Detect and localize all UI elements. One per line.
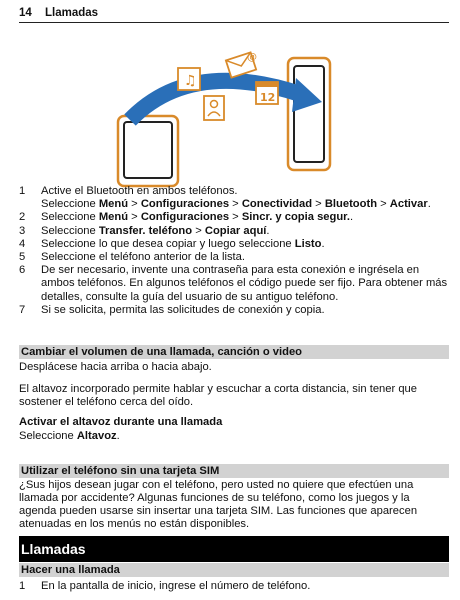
step-number: 1 bbox=[19, 185, 26, 197]
section-speaker-text: Seleccione Altavoz. bbox=[19, 430, 120, 442]
step-text-run: Seleccione lo que desea copiar y luego seleccione bbox=[41, 237, 295, 250]
step-bold-term: Configuraciones bbox=[140, 211, 230, 224]
section-nosim-p1: ¿Sus hijos desean jugar con el teléfono, pero usted no quiere que efectúen una llamada por accidente? Algunas funciones de su teléfono, como los juegos y la agenda pueden usarse sin insertar una tarjeta SIM. Las funciones que aparecen atenuadas en los menús no están disponibles. bbox=[19, 479, 418, 530]
step-text-run: Si se solicita, permita las solicitudes de conexión y copia. bbox=[41, 303, 325, 316]
step-text bbox=[41, 264, 449, 304]
step-number: 3 bbox=[19, 224, 26, 237]
step-bold-term: Bluetooth bbox=[324, 198, 378, 211]
step-bold-term: Transfer. teléfono bbox=[98, 224, 193, 237]
page-number: 14 bbox=[19, 7, 32, 19]
step-text-run: . bbox=[321, 237, 325, 250]
step-text bbox=[41, 225, 449, 238]
step-number: 2 bbox=[19, 211, 26, 224]
step-text-run: > bbox=[192, 224, 205, 237]
step-bold-term: Menú bbox=[98, 198, 129, 211]
step-number: 4 bbox=[19, 237, 26, 250]
step-text bbox=[41, 251, 449, 264]
section-call-heading: Hacer una llamada bbox=[19, 563, 449, 577]
step-bold-term: Menú bbox=[98, 211, 129, 224]
page-header bbox=[19, 6, 449, 23]
section-call-step bbox=[19, 580, 449, 593]
step-text-run: > bbox=[229, 198, 242, 211]
section-nosim-heading: Utilizar el teléfono sin una tarjeta SIM bbox=[19, 464, 449, 478]
step-item bbox=[19, 264, 449, 304]
step-number: 5 bbox=[19, 251, 26, 264]
step-item bbox=[19, 225, 449, 238]
step-text-run: > bbox=[128, 211, 141, 224]
step-text bbox=[41, 185, 449, 198]
chapter-heading: Llamadas bbox=[19, 536, 449, 562]
section-volume-heading: Cambiar el volumen de una llamada, canción o video bbox=[19, 345, 449, 359]
step-text-run: . bbox=[266, 224, 270, 237]
new-phone-icon bbox=[288, 58, 330, 170]
svg-text:@: @ bbox=[247, 52, 257, 63]
step-bold-term: Copiar aquí bbox=[204, 224, 267, 237]
step-text-run: . bbox=[350, 211, 354, 224]
step-item bbox=[19, 304, 449, 317]
step-bold-term: Listo bbox=[294, 237, 322, 250]
step-bold-term: Sincr. y copia segur. bbox=[241, 211, 351, 224]
step-item bbox=[19, 211, 449, 224]
step-item bbox=[19, 185, 449, 198]
step-text-run: > bbox=[377, 198, 390, 211]
step-text-run: > bbox=[229, 211, 242, 224]
section-speaker-heading: Activar el altavoz durante una llamada bbox=[19, 416, 223, 428]
step-text bbox=[41, 211, 449, 224]
calendar-icon bbox=[256, 82, 278, 104]
step-text bbox=[41, 304, 449, 317]
step-text-run: . bbox=[427, 198, 431, 211]
step-number: 1 bbox=[19, 580, 26, 592]
step-number bbox=[19, 198, 41, 211]
step-number: 6 bbox=[19, 264, 26, 277]
step-text-run: Active el Bluetooth en ambos teléfonos. bbox=[41, 185, 238, 197]
step-text-run: Seleccione el teléfono anterior de la lista. bbox=[41, 251, 245, 264]
phone-transfer-illustration bbox=[100, 38, 360, 198]
step-text-run: > bbox=[128, 198, 141, 211]
step-item bbox=[19, 238, 449, 251]
step-text: En la pantalla de inicio, ingrese el número de teléfono. bbox=[41, 580, 311, 592]
step-text-run: Seleccione bbox=[41, 211, 99, 224]
svg-text:12: 12 bbox=[260, 91, 276, 104]
svg-text:♫: ♫ bbox=[184, 73, 197, 89]
music-icon bbox=[178, 68, 200, 90]
step-bold-term: Activar bbox=[389, 198, 428, 211]
step-bold-term: Conectividad bbox=[241, 198, 313, 211]
step-text bbox=[41, 198, 449, 211]
steps-list bbox=[19, 185, 449, 317]
page-header-title: Llamadas bbox=[45, 7, 99, 19]
step-item bbox=[19, 251, 449, 264]
step-text bbox=[41, 238, 449, 251]
step-text-run: > bbox=[312, 198, 325, 211]
old-phone-icon bbox=[118, 116, 178, 186]
section-volume-p2: El altavoz incorporado permite hablar y escuchar a corta distancia, sin tener que sostener el teléfono cerca del oído. bbox=[19, 383, 417, 408]
step-item bbox=[19, 198, 449, 211]
step-bold-term: Configuraciones bbox=[140, 198, 230, 211]
step-number: 7 bbox=[19, 303, 26, 316]
step-text-run: Seleccione bbox=[41, 198, 99, 211]
step-text-run: De ser necesario, invente una contraseña para esta conexión e ingrésela en ambos teléfonos. En algunos teléfonos el código puede ser fijo. Para obtener más detalles, consulte la guía del usuario de su antiguo teléfono. bbox=[41, 264, 448, 303]
section-volume-p1: Desplácese hacia arriba o hacia abajo. bbox=[19, 361, 212, 373]
step-text-run: Seleccione bbox=[41, 224, 99, 237]
message-icon bbox=[226, 52, 257, 78]
contact-icon bbox=[204, 96, 224, 120]
